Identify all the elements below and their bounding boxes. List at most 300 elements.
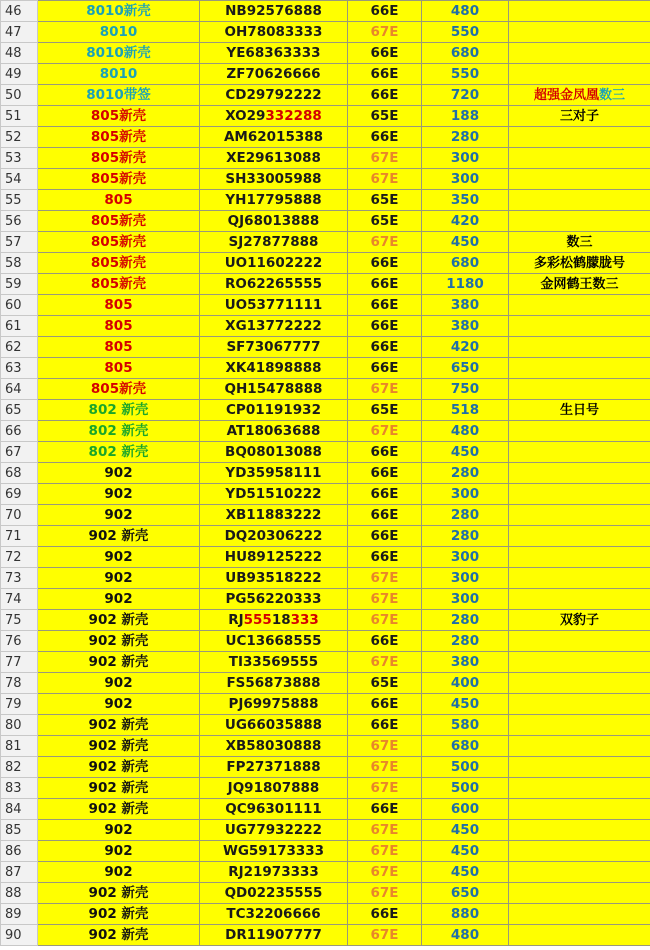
model-cell[interactable]: 902 新壳 bbox=[38, 757, 200, 778]
table-row[interactable] bbox=[1, 190, 650, 211]
note-cell[interactable] bbox=[509, 127, 650, 148]
plate-cell[interactable]: PG56220333 bbox=[200, 589, 348, 610]
plate-cell[interactable]: AM62015388 bbox=[200, 127, 348, 148]
type-cell[interactable]: 66E bbox=[348, 85, 422, 106]
model-cell[interactable]: 902 新壳 bbox=[38, 778, 200, 799]
note-cell[interactable] bbox=[509, 484, 650, 505]
type-cell[interactable]: 67E bbox=[348, 22, 422, 43]
plate-cell[interactable]: JQ91807888 bbox=[200, 778, 348, 799]
row-number[interactable]: 73 bbox=[1, 568, 38, 589]
row-number[interactable]: 80 bbox=[1, 715, 38, 736]
table-row[interactable] bbox=[1, 358, 650, 379]
note-cell[interactable] bbox=[509, 316, 650, 337]
price-cell[interactable]: 650 bbox=[422, 358, 509, 379]
model-cell[interactable]: 8010带签 bbox=[38, 85, 200, 106]
price-cell[interactable]: 380 bbox=[422, 652, 509, 673]
note-cell[interactable] bbox=[509, 631, 650, 652]
price-cell[interactable]: 400 bbox=[422, 673, 509, 694]
row-number[interactable]: 71 bbox=[1, 526, 38, 547]
note-cell[interactable] bbox=[509, 337, 650, 358]
price-cell[interactable]: 480 bbox=[422, 421, 509, 442]
plate-cell[interactable]: QJ68013888 bbox=[200, 211, 348, 232]
row-number[interactable]: 65 bbox=[1, 400, 38, 421]
plate-cell[interactable] bbox=[200, 106, 348, 127]
model-cell[interactable]: 8010 bbox=[38, 22, 200, 43]
type-cell[interactable]: 67E bbox=[348, 736, 422, 757]
row-number[interactable]: 67 bbox=[1, 442, 38, 463]
plate-cell[interactable]: UO53771111 bbox=[200, 295, 348, 316]
plate-cell[interactable]: TC32206666 bbox=[200, 904, 348, 925]
note-cell[interactable] bbox=[509, 64, 650, 85]
table-row[interactable] bbox=[1, 736, 650, 757]
model-cell[interactable]: 902 bbox=[38, 694, 200, 715]
row-number[interactable]: 46 bbox=[1, 1, 38, 22]
table-row[interactable] bbox=[1, 169, 650, 190]
row-number[interactable]: 85 bbox=[1, 820, 38, 841]
model-cell[interactable]: 902 bbox=[38, 862, 200, 883]
table-row[interactable] bbox=[1, 64, 650, 85]
type-cell[interactable]: 66E bbox=[348, 253, 422, 274]
note-cell[interactable]: 三对子 bbox=[509, 106, 650, 127]
note-cell[interactable]: 双豹子 bbox=[509, 610, 650, 631]
type-cell[interactable]: 66E bbox=[348, 463, 422, 484]
model-cell[interactable]: 902 bbox=[38, 484, 200, 505]
note-cell[interactable]: 生日号 bbox=[509, 400, 650, 421]
model-cell[interactable]: 8010新壳 bbox=[38, 1, 200, 22]
plate-cell[interactable]: SJ27877888 bbox=[200, 232, 348, 253]
row-number[interactable]: 53 bbox=[1, 148, 38, 169]
model-cell[interactable]: 805 bbox=[38, 316, 200, 337]
table-row[interactable] bbox=[1, 820, 650, 841]
row-number[interactable]: 66 bbox=[1, 421, 38, 442]
row-number[interactable]: 83 bbox=[1, 778, 38, 799]
table-row[interactable] bbox=[1, 379, 650, 400]
plate-cell[interactable]: SH33005988 bbox=[200, 169, 348, 190]
row-number[interactable]: 68 bbox=[1, 463, 38, 484]
price-cell[interactable]: 300 bbox=[422, 169, 509, 190]
plate-cell[interactable]: FS56873888 bbox=[200, 673, 348, 694]
price-cell[interactable]: 680 bbox=[422, 736, 509, 757]
note-cell[interactable] bbox=[509, 169, 650, 190]
plate-cell[interactable]: YD35958111 bbox=[200, 463, 348, 484]
plate-cell[interactable]: UO11602222 bbox=[200, 253, 348, 274]
type-cell[interactable]: 67E bbox=[348, 568, 422, 589]
model-cell[interactable]: 902 新壳 bbox=[38, 652, 200, 673]
note-cell[interactable] bbox=[509, 43, 650, 64]
price-cell[interactable]: 480 bbox=[422, 925, 509, 946]
model-cell[interactable]: 805 bbox=[38, 358, 200, 379]
table-row[interactable] bbox=[1, 1, 650, 22]
model-cell[interactable]: 902 新壳 bbox=[38, 610, 200, 631]
type-cell[interactable]: 67E bbox=[348, 232, 422, 253]
price-cell[interactable]: 450 bbox=[422, 694, 509, 715]
row-number[interactable]: 62 bbox=[1, 337, 38, 358]
table-row[interactable] bbox=[1, 694, 650, 715]
plate-cell[interactable]: QD02235555 bbox=[200, 883, 348, 904]
model-cell[interactable]: 805 bbox=[38, 337, 200, 358]
plate-cell[interactable]: YE68363333 bbox=[200, 43, 348, 64]
type-cell[interactable]: 67E bbox=[348, 925, 422, 946]
model-cell[interactable]: 805新壳 bbox=[38, 274, 200, 295]
row-number[interactable]: 48 bbox=[1, 43, 38, 64]
plate-cell[interactable]: SF73067777 bbox=[200, 337, 348, 358]
table-row[interactable] bbox=[1, 295, 650, 316]
note-cell[interactable] bbox=[509, 85, 650, 106]
plate-cell[interactable]: UG77932222 bbox=[200, 820, 348, 841]
price-cell[interactable]: 580 bbox=[422, 715, 509, 736]
note-cell[interactable] bbox=[509, 442, 650, 463]
row-number[interactable]: 63 bbox=[1, 358, 38, 379]
type-cell[interactable]: 65E bbox=[348, 211, 422, 232]
table-row[interactable] bbox=[1, 610, 650, 631]
price-cell[interactable]: 650 bbox=[422, 883, 509, 904]
type-cell[interactable]: 65E bbox=[348, 190, 422, 211]
table-row[interactable] bbox=[1, 799, 650, 820]
table-row[interactable] bbox=[1, 211, 650, 232]
note-cell[interactable] bbox=[509, 694, 650, 715]
row-number[interactable]: 74 bbox=[1, 589, 38, 610]
plate-cell[interactable]: DQ20306222 bbox=[200, 526, 348, 547]
note-cell[interactable] bbox=[509, 148, 650, 169]
note-cell[interactable] bbox=[509, 736, 650, 757]
table-row[interactable] bbox=[1, 253, 650, 274]
note-cell[interactable] bbox=[509, 904, 650, 925]
model-cell[interactable]: 902 新壳 bbox=[38, 904, 200, 925]
note-cell[interactable] bbox=[509, 820, 650, 841]
type-cell[interactable]: 66E bbox=[348, 631, 422, 652]
price-cell[interactable]: 880 bbox=[422, 904, 509, 925]
table-row[interactable] bbox=[1, 778, 650, 799]
type-cell[interactable]: 66E bbox=[348, 694, 422, 715]
model-cell[interactable]: 8010新壳 bbox=[38, 43, 200, 64]
type-cell[interactable]: 67E bbox=[348, 589, 422, 610]
plate-cell[interactable]: XK41898888 bbox=[200, 358, 348, 379]
price-cell[interactable]: 600 bbox=[422, 799, 509, 820]
model-cell[interactable]: 902 bbox=[38, 820, 200, 841]
model-cell[interactable]: 902 新壳 bbox=[38, 883, 200, 904]
table-row[interactable] bbox=[1, 232, 650, 253]
row-number[interactable]: 79 bbox=[1, 694, 38, 715]
note-cell[interactable] bbox=[509, 505, 650, 526]
row-number[interactable]: 89 bbox=[1, 904, 38, 925]
price-cell[interactable]: 480 bbox=[422, 1, 509, 22]
price-cell[interactable]: 550 bbox=[422, 22, 509, 43]
model-cell[interactable]: 902 bbox=[38, 589, 200, 610]
plate-cell[interactable]: YD51510222 bbox=[200, 484, 348, 505]
table-row[interactable] bbox=[1, 400, 650, 421]
model-cell[interactable]: 902 bbox=[38, 673, 200, 694]
price-cell[interactable]: 450 bbox=[422, 442, 509, 463]
row-number[interactable]: 57 bbox=[1, 232, 38, 253]
table-row[interactable] bbox=[1, 505, 650, 526]
type-cell[interactable]: 67E bbox=[348, 148, 422, 169]
row-number[interactable]: 54 bbox=[1, 169, 38, 190]
price-cell[interactable]: 280 bbox=[422, 631, 509, 652]
plate-cell[interactable]: YH17795888 bbox=[200, 190, 348, 211]
model-cell[interactable]: 802 新壳 bbox=[38, 421, 200, 442]
model-cell[interactable]: 805新壳 bbox=[38, 148, 200, 169]
note-cell[interactable] bbox=[509, 715, 650, 736]
plate-cell[interactable]: CP01191932 bbox=[200, 400, 348, 421]
row-number[interactable]: 84 bbox=[1, 799, 38, 820]
price-cell[interactable]: 188 bbox=[422, 106, 509, 127]
plate-cell[interactable] bbox=[200, 610, 348, 631]
model-cell[interactable]: 805新壳 bbox=[38, 169, 200, 190]
row-number[interactable]: 69 bbox=[1, 484, 38, 505]
price-cell[interactable]: 300 bbox=[422, 568, 509, 589]
plate-cell[interactable]: NB92576888 bbox=[200, 1, 348, 22]
row-number[interactable]: 90 bbox=[1, 925, 38, 946]
table-row[interactable] bbox=[1, 127, 650, 148]
table-row[interactable] bbox=[1, 862, 650, 883]
table-row[interactable] bbox=[1, 547, 650, 568]
plate-cell[interactable]: FP27371888 bbox=[200, 757, 348, 778]
model-cell[interactable]: 902 新壳 bbox=[38, 925, 200, 946]
price-cell[interactable]: 550 bbox=[422, 64, 509, 85]
note-cell[interactable]: 多彩松鹤朦胧号 bbox=[509, 253, 650, 274]
type-cell[interactable]: 66E bbox=[348, 526, 422, 547]
price-cell[interactable]: 450 bbox=[422, 862, 509, 883]
type-cell[interactable]: 67E bbox=[348, 883, 422, 904]
price-cell[interactable]: 300 bbox=[422, 484, 509, 505]
type-cell[interactable]: 65E bbox=[348, 400, 422, 421]
model-cell[interactable]: 902 新壳 bbox=[38, 799, 200, 820]
plate-cell[interactable]: UC13668555 bbox=[200, 631, 348, 652]
plate-cell[interactable]: UG66035888 bbox=[200, 715, 348, 736]
plate-cell[interactable]: XB58030888 bbox=[200, 736, 348, 757]
price-cell[interactable]: 1180 bbox=[422, 274, 509, 295]
model-cell[interactable]: 805新壳 bbox=[38, 253, 200, 274]
price-cell[interactable]: 420 bbox=[422, 211, 509, 232]
type-cell[interactable]: 66E bbox=[348, 43, 422, 64]
row-number[interactable]: 75 bbox=[1, 610, 38, 631]
model-cell[interactable]: 902 新壳 bbox=[38, 715, 200, 736]
model-cell[interactable]: 902 新壳 bbox=[38, 736, 200, 757]
note-cell[interactable] bbox=[509, 673, 650, 694]
row-number[interactable]: 55 bbox=[1, 190, 38, 211]
table-row[interactable] bbox=[1, 757, 650, 778]
table-row[interactable] bbox=[1, 442, 650, 463]
table-row[interactable] bbox=[1, 85, 650, 106]
note-cell[interactable] bbox=[509, 568, 650, 589]
type-cell[interactable]: 67E bbox=[348, 820, 422, 841]
model-cell[interactable]: 805新壳 bbox=[38, 379, 200, 400]
type-cell[interactable]: 67E bbox=[348, 757, 422, 778]
row-number[interactable]: 70 bbox=[1, 505, 38, 526]
row-number[interactable]: 77 bbox=[1, 652, 38, 673]
model-cell[interactable]: 902 bbox=[38, 463, 200, 484]
note-cell[interactable] bbox=[509, 862, 650, 883]
model-cell[interactable]: 805新壳 bbox=[38, 211, 200, 232]
plate-cell[interactable]: RJ21973333 bbox=[200, 862, 348, 883]
table-row[interactable] bbox=[1, 148, 650, 169]
note-cell[interactable] bbox=[509, 925, 650, 946]
plate-cell[interactable]: UB93518222 bbox=[200, 568, 348, 589]
note-cell[interactable] bbox=[509, 526, 650, 547]
row-number[interactable]: 82 bbox=[1, 757, 38, 778]
table-row[interactable] bbox=[1, 568, 650, 589]
model-cell[interactable]: 805新壳 bbox=[38, 232, 200, 253]
plate-cell[interactable]: XG13772222 bbox=[200, 316, 348, 337]
type-cell[interactable]: 66E bbox=[348, 127, 422, 148]
price-cell[interactable]: 680 bbox=[422, 253, 509, 274]
row-number[interactable]: 60 bbox=[1, 295, 38, 316]
model-cell[interactable]: 902 bbox=[38, 505, 200, 526]
price-cell[interactable]: 518 bbox=[422, 400, 509, 421]
note-cell[interactable] bbox=[509, 1, 650, 22]
price-cell[interactable]: 450 bbox=[422, 820, 509, 841]
row-number[interactable]: 87 bbox=[1, 862, 38, 883]
note-cell[interactable] bbox=[509, 190, 650, 211]
note-cell[interactable] bbox=[509, 358, 650, 379]
type-cell[interactable]: 66E bbox=[348, 316, 422, 337]
model-cell[interactable]: 902 bbox=[38, 547, 200, 568]
type-cell[interactable]: 67E bbox=[348, 169, 422, 190]
type-cell[interactable]: 67E bbox=[348, 841, 422, 862]
table-row[interactable] bbox=[1, 106, 650, 127]
price-cell[interactable]: 450 bbox=[422, 841, 509, 862]
table-row[interactable] bbox=[1, 22, 650, 43]
note-cell[interactable] bbox=[509, 757, 650, 778]
type-cell[interactable]: 67E bbox=[348, 652, 422, 673]
table-row[interactable] bbox=[1, 526, 650, 547]
price-cell[interactable]: 300 bbox=[422, 148, 509, 169]
type-cell[interactable]: 66E bbox=[348, 358, 422, 379]
price-cell[interactable]: 680 bbox=[422, 43, 509, 64]
row-number[interactable]: 52 bbox=[1, 127, 38, 148]
row-number[interactable]: 50 bbox=[1, 85, 38, 106]
table-row[interactable] bbox=[1, 631, 650, 652]
table-row[interactable] bbox=[1, 43, 650, 64]
note-cell[interactable] bbox=[509, 883, 650, 904]
price-cell[interactable]: 380 bbox=[422, 316, 509, 337]
price-cell[interactable]: 720 bbox=[422, 85, 509, 106]
table-row[interactable] bbox=[1, 652, 650, 673]
type-cell[interactable]: 66E bbox=[348, 715, 422, 736]
type-cell[interactable]: 66E bbox=[348, 904, 422, 925]
plate-cell[interactable]: RO62265555 bbox=[200, 274, 348, 295]
model-cell[interactable]: 805新壳 bbox=[38, 127, 200, 148]
type-cell[interactable]: 66E bbox=[348, 295, 422, 316]
type-cell[interactable]: 67E bbox=[348, 421, 422, 442]
type-cell[interactable]: 67E bbox=[348, 379, 422, 400]
note-cell[interactable] bbox=[509, 589, 650, 610]
price-cell[interactable]: 300 bbox=[422, 547, 509, 568]
model-cell[interactable]: 902 新壳 bbox=[38, 631, 200, 652]
type-cell[interactable]: 66E bbox=[348, 547, 422, 568]
price-cell[interactable]: 280 bbox=[422, 526, 509, 547]
table-row[interactable] bbox=[1, 841, 650, 862]
table-row[interactable] bbox=[1, 715, 650, 736]
table-row[interactable] bbox=[1, 883, 650, 904]
row-number[interactable]: 88 bbox=[1, 883, 38, 904]
note-cell[interactable] bbox=[509, 778, 650, 799]
plate-cell[interactable]: TI33569555 bbox=[200, 652, 348, 673]
type-cell[interactable]: 67E bbox=[348, 610, 422, 631]
row-number[interactable]: 58 bbox=[1, 253, 38, 274]
type-cell[interactable]: 66E bbox=[348, 1, 422, 22]
table-row[interactable] bbox=[1, 589, 650, 610]
table-row[interactable] bbox=[1, 904, 650, 925]
note-cell[interactable] bbox=[509, 421, 650, 442]
model-cell[interactable]: 805 bbox=[38, 190, 200, 211]
model-cell[interactable]: 902 bbox=[38, 841, 200, 862]
type-cell[interactable]: 66E bbox=[348, 64, 422, 85]
model-cell[interactable]: 802 新壳 bbox=[38, 400, 200, 421]
price-cell[interactable]: 500 bbox=[422, 778, 509, 799]
row-number[interactable]: 47 bbox=[1, 22, 38, 43]
row-number[interactable]: 76 bbox=[1, 631, 38, 652]
model-cell[interactable]: 805新壳 bbox=[38, 106, 200, 127]
plate-cell[interactable]: OH78083333 bbox=[200, 22, 348, 43]
plate-cell[interactable]: AT18063688 bbox=[200, 421, 348, 442]
note-cell[interactable]: 数三 bbox=[509, 232, 650, 253]
price-cell[interactable]: 380 bbox=[422, 295, 509, 316]
table-row[interactable] bbox=[1, 463, 650, 484]
note-cell[interactable] bbox=[509, 211, 650, 232]
plate-cell[interactable]: DR11907777 bbox=[200, 925, 348, 946]
plate-cell[interactable]: XE29613088 bbox=[200, 148, 348, 169]
row-number[interactable]: 51 bbox=[1, 106, 38, 127]
type-cell[interactable]: 66E bbox=[348, 337, 422, 358]
plate-cell[interactable]: PJ69975888 bbox=[200, 694, 348, 715]
table-row[interactable] bbox=[1, 316, 650, 337]
row-number[interactable]: 49 bbox=[1, 64, 38, 85]
plate-cell[interactable]: QH15478888 bbox=[200, 379, 348, 400]
plate-cell[interactable]: BQ08013088 bbox=[200, 442, 348, 463]
price-cell[interactable]: 350 bbox=[422, 190, 509, 211]
type-cell[interactable]: 65E bbox=[348, 673, 422, 694]
price-cell[interactable]: 500 bbox=[422, 757, 509, 778]
row-number[interactable]: 64 bbox=[1, 379, 38, 400]
row-number[interactable]: 81 bbox=[1, 736, 38, 757]
note-cell[interactable] bbox=[509, 841, 650, 862]
price-cell[interactable]: 420 bbox=[422, 337, 509, 358]
row-number[interactable]: 61 bbox=[1, 316, 38, 337]
row-number[interactable]: 86 bbox=[1, 841, 38, 862]
table-row[interactable] bbox=[1, 484, 650, 505]
price-cell[interactable]: 450 bbox=[422, 232, 509, 253]
note-cell[interactable] bbox=[509, 379, 650, 400]
price-cell[interactable]: 280 bbox=[422, 127, 509, 148]
row-number[interactable]: 72 bbox=[1, 547, 38, 568]
table-row[interactable] bbox=[1, 673, 650, 694]
table-row[interactable] bbox=[1, 421, 650, 442]
row-number[interactable]: 56 bbox=[1, 211, 38, 232]
note-cell[interactable] bbox=[509, 547, 650, 568]
note-cell[interactable] bbox=[509, 463, 650, 484]
price-cell[interactable]: 280 bbox=[422, 610, 509, 631]
model-cell[interactable]: 802 新壳 bbox=[38, 442, 200, 463]
type-cell[interactable]: 65E bbox=[348, 106, 422, 127]
type-cell[interactable]: 66E bbox=[348, 274, 422, 295]
row-number[interactable]: 78 bbox=[1, 673, 38, 694]
plate-cell[interactable]: CD29792222 bbox=[200, 85, 348, 106]
model-cell[interactable]: 902 新壳 bbox=[38, 526, 200, 547]
note-cell[interactable] bbox=[509, 799, 650, 820]
price-cell[interactable]: 300 bbox=[422, 589, 509, 610]
type-cell[interactable]: 66E bbox=[348, 505, 422, 526]
plate-cell[interactable]: QC96301111 bbox=[200, 799, 348, 820]
type-cell[interactable]: 67E bbox=[348, 778, 422, 799]
type-cell[interactable]: 67E bbox=[348, 862, 422, 883]
table-row[interactable] bbox=[1, 337, 650, 358]
row-number[interactable]: 59 bbox=[1, 274, 38, 295]
table-row[interactable] bbox=[1, 925, 650, 946]
plate-cell[interactable]: ZF70626666 bbox=[200, 64, 348, 85]
note-cell[interactable] bbox=[509, 22, 650, 43]
price-cell[interactable]: 280 bbox=[422, 463, 509, 484]
